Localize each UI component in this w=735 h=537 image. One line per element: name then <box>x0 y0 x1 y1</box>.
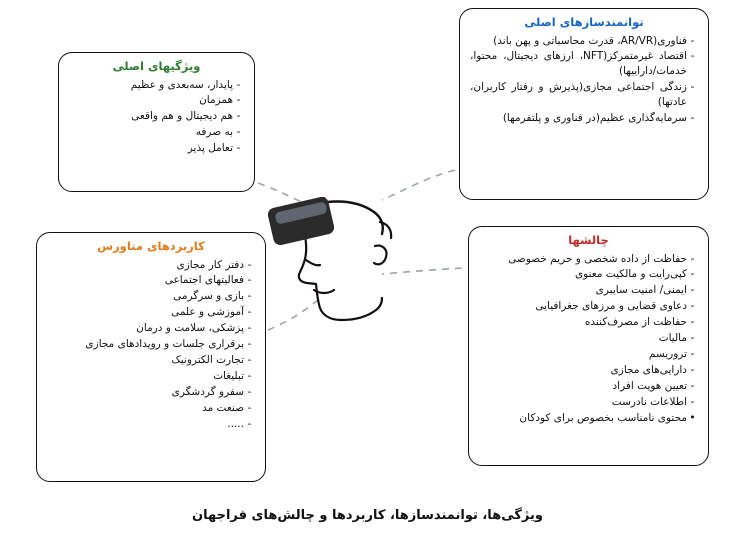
list-item-label: همزمان <box>199 94 233 107</box>
bullet-dash: - <box>247 274 252 287</box>
bullet-dash: - <box>247 417 252 430</box>
bullet-dash: - <box>690 300 695 313</box>
list-item-label: حفاظت از داده شخصی و حریم خصوصی <box>508 252 687 265</box>
bullet-dash: - <box>236 94 241 107</box>
list-item <box>47 417 255 432</box>
bullet-dash: - <box>690 34 695 47</box>
list-item-label: بازی و سرگرمی <box>173 290 244 303</box>
list-item-label: اقتصاد غیرمتمرکز(NFT، ارزهای دیجیتال، محتوا، خدمات/داراییها) <box>470 50 687 78</box>
bullet-dash: - <box>247 353 252 366</box>
list-item <box>47 258 255 273</box>
list-item-label: پزشکی، سلامت و درمان <box>136 322 244 335</box>
bullet-dash: - <box>236 126 241 139</box>
list-item <box>470 49 698 79</box>
list-item-label: دارایی‌های مجازی <box>610 363 687 376</box>
bullet-dash: - <box>690 268 695 281</box>
list-item-label: ..... <box>227 417 244 430</box>
list-item-label: حفاظت از مصرف‌کننده <box>584 316 687 329</box>
list-item-label: دعاوی قضایی و مرزهای جغرافیایی <box>535 300 687 313</box>
features-box <box>58 52 255 192</box>
list-item <box>479 299 698 314</box>
list-item-label: سفرو گردشگری <box>171 385 244 398</box>
bullet-dash: - <box>690 50 695 63</box>
list-item <box>47 289 255 304</box>
challenges-box <box>468 226 709 466</box>
bullet-dash: - <box>690 363 695 376</box>
bullet-dash: - <box>690 316 695 329</box>
list-item <box>69 125 244 140</box>
challenges-list <box>479 252 698 426</box>
list-item-label: اطلاعات نادرست <box>611 395 687 408</box>
enablers-list <box>470 34 698 126</box>
list-item <box>47 401 255 416</box>
bullet-dash: - <box>247 385 252 398</box>
bullet-dash: - <box>236 142 241 155</box>
list-item-label: آموزشی و علمی <box>171 306 244 319</box>
list-item-label: فعالیتهای اجتماعی <box>164 274 244 287</box>
list-item-label: به صرفه <box>195 126 233 139</box>
list-item <box>47 385 255 400</box>
list-item-label: هم دیجیتال و هم واقعی <box>131 110 233 123</box>
bullet-dash: - <box>247 369 252 382</box>
list-item <box>479 411 698 426</box>
list-item <box>479 363 698 378</box>
list-item <box>47 337 255 352</box>
list-item <box>47 273 255 288</box>
features-list <box>69 78 244 157</box>
figure-caption: ویژگی‌ها، توانمندسازها، کاربردها و چالش‌های فراجهان <box>192 508 543 523</box>
list-item-label: تعیین هویت افراد <box>612 379 687 392</box>
bullet-dash: - <box>236 110 241 123</box>
list-item <box>69 109 244 124</box>
list-item-label: تبلیغات <box>213 369 244 382</box>
list-item <box>479 379 698 394</box>
list-item <box>479 347 698 362</box>
vr-goggles <box>267 196 336 247</box>
list-item <box>479 331 698 346</box>
enablers-box <box>459 8 709 200</box>
bullet-dash: - <box>247 258 252 271</box>
list-item <box>47 305 255 320</box>
bullet-dash: - <box>690 112 695 125</box>
bullet-dash: - <box>690 347 695 360</box>
bullet-dash: - <box>247 401 252 414</box>
list-item <box>47 369 255 384</box>
list-item-label: تعامل پذیر <box>187 142 233 155</box>
bullet-dash: - <box>690 252 695 265</box>
list-item-label: تجارت الکترونیک <box>171 353 244 366</box>
bullet-dash: - <box>690 332 695 345</box>
list-item-label: سرمایه‌گذاری عظیم(در فناوری و پلتفرمها) <box>502 112 687 125</box>
bullet-dash: - <box>236 78 241 91</box>
list-item <box>47 353 255 368</box>
bullet-dash: - <box>247 338 252 351</box>
bullet-dash: - <box>247 306 252 319</box>
vr-headset-figure <box>262 160 452 350</box>
list-item-label: محتوی نامناسب بخصوص برای کودکان <box>519 411 687 424</box>
applications-box <box>36 232 266 482</box>
list-item <box>47 321 255 336</box>
list-item <box>479 252 698 267</box>
list-item-label: تروریسم <box>648 347 687 360</box>
bullet-dash: - <box>247 322 252 335</box>
list-item-label: فناوری(AR/VR، قدرت محاسباتی و پهن باند) <box>493 34 687 47</box>
bullet-dash: - <box>690 81 695 94</box>
list-item-label: برقراری جلسات و رویدادهای مجازی <box>85 338 244 351</box>
list-item <box>69 93 244 108</box>
list-item-label: مالیات <box>658 332 687 345</box>
bullet-dash: - <box>690 284 695 297</box>
bullet-dash: - <box>247 290 252 303</box>
challenges-title: چالشها <box>568 233 609 247</box>
features-title: ویژگیهای اصلی <box>112 59 201 73</box>
list-item <box>479 267 698 282</box>
list-item-label: پایدار، سه‌بعدی و عظیم <box>130 78 233 91</box>
list-item-label: کپی‌رایت و مالکیت معنوی <box>574 268 687 281</box>
list-item-label: صنعت مد <box>202 401 244 414</box>
list-item-label: زندگی اجتماعی مجازی(پذیرش و رفتار کاربران، عادتها) <box>470 81 687 109</box>
enablers-title: توانمندسازهای اصلی <box>524 15 644 29</box>
list-item <box>470 111 698 126</box>
list-item <box>479 315 698 330</box>
list-item-label: دفتر کار مجازی <box>176 258 244 271</box>
applications-list <box>47 258 255 432</box>
applications-title: کاربردهای متاورس <box>97 239 205 253</box>
list-item <box>69 141 244 156</box>
list-item-label: ایمنی/ امنیت سایبری <box>595 284 687 297</box>
list-item <box>479 283 698 298</box>
bullet-dash: - <box>690 379 695 392</box>
list-item <box>470 80 698 110</box>
list-item <box>470 34 698 49</box>
bullet-dot: • <box>689 411 696 424</box>
list-item <box>69 78 244 93</box>
bullet-dash: - <box>690 395 695 408</box>
list-item <box>479 395 698 410</box>
